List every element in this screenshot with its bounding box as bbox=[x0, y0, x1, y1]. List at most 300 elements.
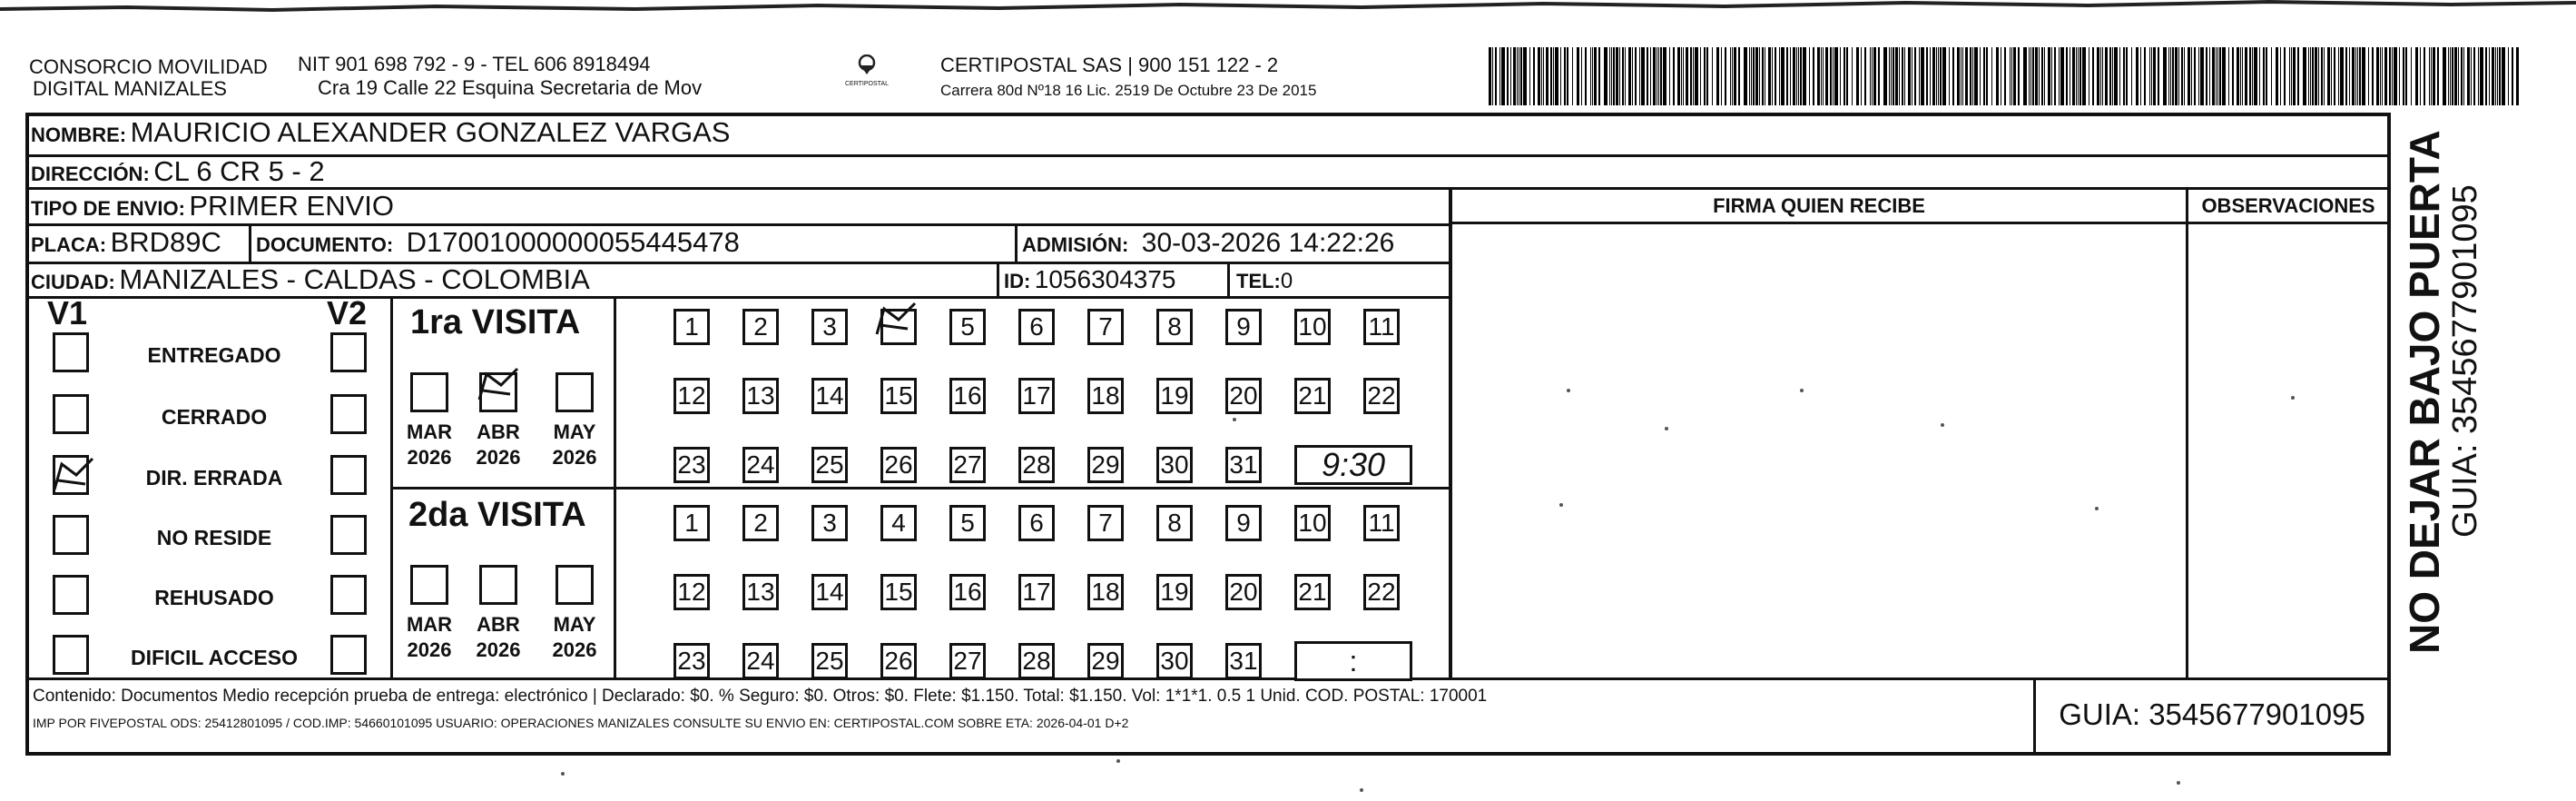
firma-area[interactable] bbox=[1454, 227, 2184, 676]
barcode-bar bbox=[1793, 47, 1795, 105]
first-visit-day-15[interactable]: 15 bbox=[880, 378, 917, 414]
first-visit-day-25[interactable]: 25 bbox=[811, 447, 848, 483]
barcode-bar bbox=[1653, 47, 1656, 105]
first-visit-day-6[interactable]: 6 bbox=[1018, 309, 1055, 345]
second-visit-day-16[interactable]: 16 bbox=[949, 574, 986, 610]
month-checkbox-may[interactable] bbox=[556, 372, 594, 412]
barcode-bar bbox=[2126, 47, 2128, 105]
first-visit-day-29[interactable]: 29 bbox=[1087, 447, 1124, 483]
barcode-bar bbox=[1564, 47, 1566, 105]
first-visit-day-14[interactable]: 14 bbox=[811, 378, 848, 414]
barcode-bar bbox=[2452, 47, 2453, 105]
company-name: CONSORCIO MOVILIDAD DIGITAL MANIZALES bbox=[29, 55, 268, 100]
barcode-bar bbox=[1878, 47, 1880, 105]
barcode-bar bbox=[2280, 47, 2281, 105]
first-visit-day-8[interactable]: 8 bbox=[1156, 309, 1193, 345]
barcode-bar bbox=[2458, 47, 2459, 105]
tel-label: TEL: bbox=[1236, 270, 1281, 292]
barcode-bar bbox=[2331, 47, 2332, 105]
barcode-bar bbox=[1751, 47, 1752, 105]
barcode-bar bbox=[1809, 47, 1810, 105]
barcode-bar bbox=[2259, 47, 2260, 105]
barcode-bar bbox=[2072, 47, 2075, 105]
v1-checkbox-0[interactable] bbox=[53, 332, 89, 372]
first-visit-day-2[interactable]: 2 bbox=[742, 309, 779, 345]
month-label: ABR bbox=[477, 613, 520, 636]
first-visit-day-13[interactable]: 13 bbox=[742, 378, 779, 414]
barcode-bar bbox=[1986, 47, 1988, 105]
barcode-bar bbox=[2249, 47, 2251, 105]
barcode-bar bbox=[2489, 47, 2490, 105]
barcode-bar bbox=[2324, 47, 2325, 105]
barcode-bar bbox=[2170, 47, 2171, 105]
barcode-bar bbox=[1635, 47, 1637, 105]
first-visit-title: 1ra VISITA bbox=[410, 303, 581, 341]
month-label: MAY bbox=[553, 420, 596, 443]
handwritten-check-mark bbox=[474, 363, 528, 414]
barcode-bar bbox=[2178, 47, 2179, 105]
barcode-bar bbox=[2492, 47, 2494, 105]
barcode-bar bbox=[2297, 47, 2299, 105]
barcode-bar bbox=[1538, 47, 1540, 105]
second-visit-day-15[interactable]: 15 bbox=[880, 574, 917, 610]
second-visit-day-3[interactable]: 3 bbox=[811, 505, 848, 541]
contenido-line: Contenido: Documentos Medio recepción prueba de entrega: electrónico | Declarado: $0. % Seguro: $0. Otros: $0. Flete: $1.150. Total: $1.150. Vol: 1*1*1. 0.5 1 Unid. COD. POSTAL: 170001 bbox=[33, 687, 1488, 706]
barcode-bar bbox=[1800, 47, 1802, 105]
barcode-bar bbox=[1834, 47, 1838, 105]
barcode-bar bbox=[2252, 47, 2253, 105]
barcode-bar bbox=[2136, 47, 2138, 105]
id-label: ID: bbox=[1004, 270, 1031, 292]
barcode-bar bbox=[1798, 47, 1799, 105]
barcode-bar bbox=[1492, 47, 1493, 105]
first-visit-day-11[interactable]: 11 bbox=[1363, 309, 1400, 345]
barcode-bar bbox=[2424, 47, 2425, 105]
barcode-bar bbox=[1926, 47, 1928, 105]
second-visit-day-1[interactable]: 1 bbox=[673, 505, 710, 541]
side-text bbox=[2402, 130, 2483, 654]
barcode-bar bbox=[2206, 47, 2207, 105]
v1-checkbox-4[interactable] bbox=[53, 575, 89, 615]
barcode-bar bbox=[1846, 47, 1848, 105]
barcode-bar bbox=[1830, 47, 1832, 105]
barcode-bar bbox=[1895, 47, 1898, 105]
first-visit-day-21[interactable]: 21 bbox=[1294, 378, 1331, 414]
barcode-bar bbox=[2345, 47, 2347, 105]
month-checkbox-abr[interactable] bbox=[479, 565, 517, 605]
status-option-label: ENTREGADO bbox=[147, 343, 281, 367]
barcode-bar bbox=[1930, 47, 1931, 105]
barcode-bar bbox=[2334, 47, 2335, 105]
barcode-bar bbox=[1732, 47, 1733, 105]
barcode-bar bbox=[2044, 47, 2045, 105]
second-visit-day-25[interactable]: 25 bbox=[811, 643, 848, 679]
company-nit: NIT 901 698 792 - 9 - TEL 606 8918494 Cra 19 Calle 22 Esquina Secretaria de Mov bbox=[298, 53, 703, 99]
barcode-bar bbox=[2242, 47, 2243, 105]
barcode-bar bbox=[1572, 47, 1573, 105]
barcode-bar bbox=[2222, 47, 2226, 105]
barcode-bar bbox=[1663, 47, 1667, 105]
barcode-bar bbox=[2048, 47, 2050, 105]
first-visit-day-28[interactable]: 28 bbox=[1018, 447, 1055, 483]
second-visit-day-6[interactable]: 6 bbox=[1018, 505, 1055, 541]
second-visit-day-26[interactable]: 26 bbox=[880, 643, 917, 679]
id-value: 1056304375 bbox=[1034, 265, 1176, 293]
documento-label: DOCUMENTO: bbox=[256, 233, 394, 256]
barcode-bar bbox=[1704, 47, 1706, 105]
certipostal-logo: CERTIPOSTAL bbox=[840, 54, 894, 88]
barcode-bar bbox=[2463, 47, 2464, 105]
month-label: MAR bbox=[406, 420, 453, 443]
barcode-bar bbox=[1902, 47, 1903, 105]
barcode-bar bbox=[2415, 47, 2418, 105]
first-visit-day-18[interactable]: 18 bbox=[1087, 378, 1124, 414]
barcode-bar bbox=[2030, 47, 2031, 105]
barcode-bar bbox=[1870, 47, 1871, 105]
barcode-bar bbox=[1861, 47, 1862, 105]
year-label: 2026 bbox=[552, 446, 597, 469]
barcode-bar bbox=[1529, 47, 1530, 105]
barcode-bar bbox=[2092, 47, 2094, 105]
barcode-bar bbox=[2394, 47, 2397, 105]
barcode-bar bbox=[2059, 47, 2060, 105]
barcode-bar bbox=[1813, 47, 1814, 105]
first-visit-time-box[interactable]: 9:30 bbox=[1294, 445, 1412, 485]
barcode-bar bbox=[2254, 47, 2257, 105]
barcode-bar bbox=[1914, 47, 1916, 105]
barcode-bar bbox=[1781, 47, 1785, 105]
barcode-bar bbox=[2245, 47, 2247, 105]
second-visit-day-2[interactable]: 2 bbox=[742, 505, 779, 541]
observaciones-area[interactable] bbox=[2191, 227, 2385, 676]
first-visit-day-22[interactable]: 22 bbox=[1363, 378, 1400, 414]
barcode-bar bbox=[2263, 47, 2265, 105]
barcode-bar bbox=[2308, 47, 2309, 105]
first-visit-day-5[interactable]: 5 bbox=[949, 309, 986, 345]
barcode-bar bbox=[2321, 47, 2323, 105]
barcode-bar bbox=[2054, 47, 2056, 105]
barcode-bar bbox=[1700, 47, 1701, 105]
barcode-bar bbox=[1779, 47, 1780, 105]
v2-label: V2 bbox=[327, 294, 368, 331]
barcode-bar bbox=[1904, 47, 1905, 105]
barcode-bar bbox=[2310, 47, 2311, 105]
barcode-bar bbox=[2032, 47, 2034, 105]
barcode-bar bbox=[1893, 47, 1894, 105]
torn-edge bbox=[0, 0, 2576, 20]
first-visit-day-17[interactable]: 17 bbox=[1018, 378, 1055, 414]
barcode-bar bbox=[1673, 47, 1675, 105]
barcode-bar bbox=[1489, 47, 1491, 105]
second-visit-day-24[interactable]: 24 bbox=[742, 643, 779, 679]
barcode-bar bbox=[2340, 47, 2344, 105]
barcode-bar bbox=[1550, 47, 1552, 105]
barcode-bar bbox=[1695, 47, 1698, 105]
first-visit-day-26[interactable]: 26 bbox=[880, 447, 917, 483]
barcode-bar bbox=[2237, 47, 2239, 105]
barcode-bar bbox=[2153, 47, 2156, 105]
first-visit-day-12[interactable]: 12 bbox=[673, 378, 710, 414]
barcode-bar bbox=[2499, 47, 2501, 105]
barcode-bar bbox=[2497, 47, 2498, 105]
barcode-bar bbox=[1693, 47, 1694, 105]
barcode-bar bbox=[1639, 47, 1640, 105]
second-visit-day-14[interactable]: 14 bbox=[811, 574, 848, 610]
barcode-bar bbox=[2291, 47, 2292, 105]
barcode-bar bbox=[2327, 47, 2330, 105]
v1-checkbox-5[interactable] bbox=[53, 635, 89, 675]
barcode-bar bbox=[2399, 47, 2400, 105]
barcode-bar bbox=[1852, 47, 1853, 105]
barcode-bar bbox=[2448, 47, 2449, 105]
barcode-bar bbox=[1974, 47, 1978, 105]
barcode-bar bbox=[1730, 47, 1731, 105]
barcode-bar bbox=[1970, 47, 1971, 105]
status-option-label: REHUSADO bbox=[154, 586, 274, 609]
first-visit-day-1[interactable]: 1 bbox=[673, 309, 710, 345]
barcode-bar bbox=[1775, 47, 1776, 105]
barcode-bar bbox=[2289, 47, 2290, 105]
barcode-bar bbox=[1840, 47, 1841, 105]
v1-checkbox-3[interactable] bbox=[53, 515, 89, 555]
barcode-bar bbox=[1683, 47, 1684, 105]
barcode-bar bbox=[2109, 47, 2111, 105]
barcode-bar bbox=[2039, 47, 2040, 105]
side-guia-text: GUIA: 3545677901095 bbox=[2446, 184, 2484, 538]
second-visit-day-9[interactable]: 9 bbox=[1225, 505, 1262, 541]
barcode-bar bbox=[1592, 47, 1593, 105]
v2-checkbox-0[interactable] bbox=[330, 332, 367, 372]
first-visit-day-27[interactable]: 27 bbox=[949, 447, 986, 483]
barcode-bar bbox=[2158, 47, 2159, 105]
barcode-bar bbox=[2097, 47, 2099, 105]
barcode-bar bbox=[1706, 47, 1708, 105]
barcode-bar bbox=[1513, 47, 1516, 105]
barcode-bar bbox=[1768, 47, 1771, 105]
barcode-bar bbox=[2411, 47, 2412, 105]
barcode-bar bbox=[2175, 47, 2178, 105]
barcode-bar bbox=[2312, 47, 2314, 105]
barcode-bar bbox=[2018, 47, 2020, 105]
barcode-bar bbox=[1658, 47, 1659, 105]
status-option-label: DIR. ERRADA bbox=[145, 466, 283, 490]
barcode-bar bbox=[2066, 47, 2068, 105]
first-visit-day-19[interactable]: 19 bbox=[1156, 378, 1193, 414]
barcode-bar bbox=[2437, 47, 2439, 105]
barcode-bar bbox=[2266, 47, 2267, 105]
status-option-label: CERRADO bbox=[161, 405, 268, 429]
barcode-bar bbox=[2349, 47, 2350, 105]
year-label: 2026 bbox=[407, 446, 452, 469]
barcode-bar bbox=[1660, 47, 1662, 105]
ciudad-cell bbox=[31, 263, 590, 296]
second-visit-day-20[interactable]: 20 bbox=[1225, 574, 1262, 610]
second-visit-title: 2da VISITA bbox=[408, 496, 586, 534]
barcode-bar bbox=[2284, 47, 2286, 105]
barcode-bar bbox=[1786, 47, 1788, 105]
second-visit-day-10[interactable]: 10 bbox=[1294, 505, 1331, 541]
barcode-bar bbox=[1996, 47, 1999, 105]
first-visit-day-7[interactable]: 7 bbox=[1087, 309, 1124, 345]
barcode-bar bbox=[2420, 47, 2421, 105]
barcode-bar bbox=[2217, 47, 2218, 105]
second-visit-day-5[interactable]: 5 bbox=[949, 505, 986, 541]
second-visit-day-22[interactable]: 22 bbox=[1363, 574, 1400, 610]
barcode-bar bbox=[2502, 47, 2505, 105]
barcode-bar bbox=[2338, 47, 2339, 105]
barcode-bar bbox=[2181, 47, 2183, 105]
courier-info: CERTIPOSTAL SAS | 900 151 122 - 2 Carrera 80d Nº18 16 Lic. 2519 De Octubre 23 De 2015 bbox=[940, 54, 1317, 99]
barcode-bar bbox=[1864, 47, 1866, 105]
barcode-bar bbox=[2060, 47, 2064, 105]
barcode-bar bbox=[1962, 47, 1963, 105]
second-visit-time-box[interactable]: : bbox=[1294, 641, 1412, 681]
barcode-bar bbox=[2473, 47, 2475, 105]
barcode-bar bbox=[2112, 47, 2113, 105]
barcode-bar bbox=[1762, 47, 1764, 105]
barcode-bar bbox=[2149, 47, 2150, 105]
v2-checkbox-4[interactable] bbox=[330, 575, 367, 615]
second-visit-day-18[interactable]: 18 bbox=[1087, 574, 1124, 610]
barcode-bar bbox=[2443, 47, 2446, 105]
barcode-bar bbox=[2271, 47, 2272, 105]
no-dejar-text: NO DEJAR BAJO PUERTA bbox=[2401, 130, 2448, 654]
v2-checkbox-3[interactable] bbox=[330, 515, 367, 555]
barcode-bar bbox=[1647, 47, 1648, 105]
barcode-bar bbox=[1677, 47, 1680, 105]
barcode-bar bbox=[2382, 47, 2383, 105]
barcode-bar bbox=[2355, 47, 2356, 105]
barcode-bar bbox=[2405, 47, 2407, 105]
barcode-bar bbox=[1590, 47, 1591, 105]
barcode-bar bbox=[2013, 47, 2016, 105]
firma-heading: FIRMA QUIEN RECIBE bbox=[1713, 194, 1925, 217]
second-visit-day-17[interactable]: 17 bbox=[1018, 574, 1055, 610]
barcode-bar bbox=[1721, 47, 1722, 105]
first-visit-day-3[interactable]: 3 bbox=[811, 309, 848, 345]
barcode-bar bbox=[2357, 47, 2358, 105]
barcode-bar bbox=[2151, 47, 2152, 105]
year-label: 2026 bbox=[552, 638, 597, 661]
month-checkbox-may[interactable] bbox=[556, 565, 594, 605]
first-visit-day-20[interactable]: 20 bbox=[1225, 378, 1262, 414]
barcode-bar bbox=[2228, 47, 2229, 105]
second-visit-day-30[interactable]: 30 bbox=[1156, 643, 1193, 679]
handwritten-check-mark bbox=[49, 453, 103, 504]
first-visit-day-30[interactable]: 30 bbox=[1156, 447, 1193, 483]
barcode-bar bbox=[1669, 47, 1670, 105]
barcode-bar bbox=[2123, 47, 2125, 105]
v1-label: V1 bbox=[47, 294, 88, 331]
second-visit-day-23[interactable]: 23 bbox=[673, 643, 710, 679]
first-visit-day-10[interactable]: 10 bbox=[1294, 309, 1331, 345]
barcode-bar bbox=[1965, 47, 1968, 105]
second-visit-day-4[interactable]: 4 bbox=[880, 505, 917, 541]
barcode-bar bbox=[1873, 47, 1876, 105]
second-visit-day-8[interactable]: 8 bbox=[1156, 505, 1193, 541]
status-option-label: DIFICIL ACCESO bbox=[130, 646, 298, 669]
barcode-bar bbox=[1823, 47, 1824, 105]
barcode-bar bbox=[1681, 47, 1682, 105]
barcode-bar bbox=[2384, 47, 2387, 105]
barcode-bar bbox=[1772, 47, 1773, 105]
second-visit-day-21[interactable]: 21 bbox=[1294, 574, 1331, 610]
barcode-bar bbox=[1560, 47, 1561, 105]
v2-checkbox-5[interactable] bbox=[330, 635, 367, 675]
barcode-bar bbox=[2461, 47, 2463, 105]
handwritten-check-mark bbox=[871, 298, 926, 349]
second-visit-day-19[interactable]: 19 bbox=[1156, 574, 1193, 610]
barcode-bar bbox=[1686, 47, 1688, 105]
barcode-bar bbox=[1952, 47, 1954, 105]
id-cell bbox=[1004, 265, 1176, 294]
barcode-bar bbox=[1625, 47, 1626, 105]
barcode-bar bbox=[1619, 47, 1620, 105]
barcode-bar bbox=[2011, 47, 2012, 105]
barcode-bar bbox=[2389, 47, 2391, 105]
second-visit-day-27[interactable]: 27 bbox=[949, 643, 986, 679]
barcode-bar bbox=[1899, 47, 1900, 105]
barcode-bar bbox=[1919, 47, 1920, 105]
month-checkbox-mar[interactable] bbox=[410, 372, 448, 412]
barcode-bar bbox=[2184, 47, 2185, 105]
second-visit-day-28[interactable]: 28 bbox=[1018, 643, 1055, 679]
admision-label: ADMISIÓN: bbox=[1022, 233, 1129, 256]
barcode-bar bbox=[1796, 47, 1797, 105]
barcode-bar bbox=[2352, 47, 2355, 105]
barcode-bar bbox=[2131, 47, 2132, 105]
barcode-bar bbox=[2051, 47, 2052, 105]
barcode-bar bbox=[2293, 47, 2296, 105]
barcode-bar bbox=[1734, 47, 1736, 105]
first-visit-day-9[interactable]: 9 bbox=[1225, 309, 1262, 345]
second-visit-day-12[interactable]: 12 bbox=[673, 574, 710, 610]
barcode-bar bbox=[2140, 47, 2141, 105]
second-visit-day-31[interactable]: 31 bbox=[1225, 643, 1262, 679]
barcode-bar bbox=[2516, 47, 2519, 105]
barcode-bar bbox=[1553, 47, 1554, 105]
placa-cell bbox=[31, 226, 221, 259]
barcode-bar bbox=[1555, 47, 1558, 105]
barcode-bar bbox=[1613, 47, 1615, 105]
v2-checkbox-1[interactable] bbox=[330, 394, 367, 434]
first-visit-day-24[interactable]: 24 bbox=[742, 447, 779, 483]
barcode-bar bbox=[2041, 47, 2043, 105]
barcode-bar bbox=[1546, 47, 1549, 105]
barcode-bar bbox=[2372, 47, 2374, 105]
second-visit-day-13[interactable]: 13 bbox=[742, 574, 779, 610]
first-visit-day-16[interactable]: 16 bbox=[949, 378, 986, 414]
second-visit-day-11[interactable]: 11 bbox=[1363, 505, 1400, 541]
barcode-bar bbox=[2168, 47, 2169, 105]
first-visit-day-23[interactable]: 23 bbox=[673, 447, 710, 483]
guia-box: GUIA: 3545677901095 bbox=[2059, 697, 2365, 731]
month-checkbox-mar[interactable] bbox=[410, 565, 448, 605]
barcode-bar bbox=[2163, 47, 2167, 105]
year-label: 2026 bbox=[476, 446, 521, 469]
barcode-bar bbox=[1616, 47, 1618, 105]
barcode-bar bbox=[2004, 47, 2006, 105]
second-visit-day-29[interactable]: 29 bbox=[1087, 643, 1124, 679]
barcode-bar bbox=[2212, 47, 2215, 105]
v1-checkbox-1[interactable] bbox=[53, 394, 89, 434]
year-label: 2026 bbox=[407, 638, 452, 661]
barcode-bar bbox=[1604, 47, 1608, 105]
first-visit-day-31[interactable]: 31 bbox=[1225, 447, 1262, 483]
v2-checkbox-2[interactable] bbox=[330, 455, 367, 495]
second-visit-day-7[interactable]: 7 bbox=[1087, 505, 1124, 541]
barcode-bar bbox=[1543, 47, 1544, 105]
